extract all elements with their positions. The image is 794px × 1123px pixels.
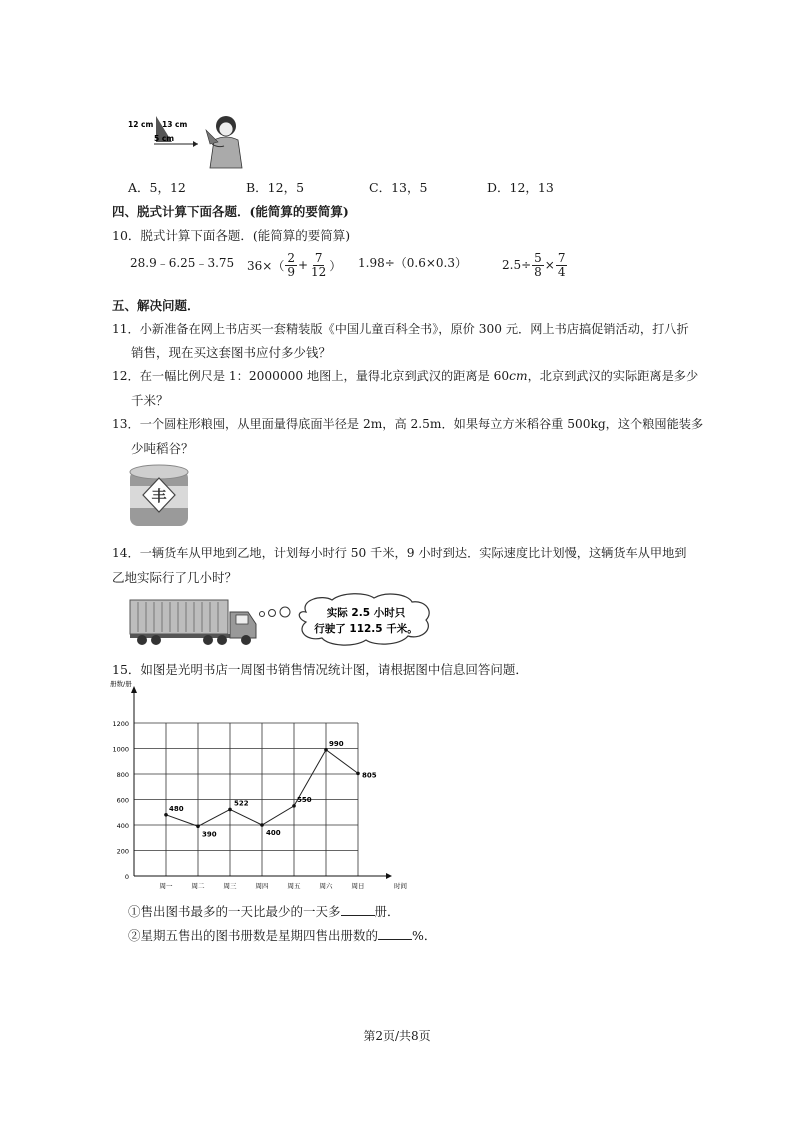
expr2-fraction-2: [309, 252, 328, 278]
q10-expr1: 28.9﹣6.25﹣3.75: [130, 256, 235, 270]
q9-option-d: D．12，13: [487, 180, 554, 195]
data-label: 522: [234, 799, 249, 808]
data-point: [356, 772, 360, 776]
truck-illustration: [128, 592, 468, 648]
q13-line1: 13．一个圆柱形粮囤，从里面量得底面半径是 2m，高 2.5m．如果每立方米稻谷重 500kg，这个粮囤能装多: [112, 417, 704, 431]
data-label: 990: [329, 739, 344, 748]
bubble-line2: 行驶了 112.5 千米。: [314, 623, 418, 635]
data-point: [292, 804, 296, 808]
x-tick-label: 周三: [223, 882, 237, 890]
answer-blank-2[interactable]: [378, 928, 412, 940]
y-axis-arrow: [131, 686, 137, 693]
section4-heading: 四、脱式计算下面各题．(能简算的要简算): [112, 204, 349, 219]
q15-sub1: [128, 902, 400, 920]
chart-series: [164, 740, 377, 839]
y-tick-label: 200: [116, 847, 129, 856]
x-tick-label: 周五: [287, 882, 301, 890]
q14-line1: 14．一辆货车从甲地到乙地，计划每小时行 50 千米，9 小时到达．实际速度比计划慢，这辆货车从甲地到: [112, 546, 687, 560]
fraction-denominator: 4: [557, 264, 566, 279]
barrel-char: 丰: [151, 487, 167, 505]
q12-unit: cm: [509, 369, 528, 383]
q11-line1: 11．小新准备在网上书店买一套精装版《中国儿童百科全书》，原价 300 元．网上书店搞促销活动，打八折: [112, 322, 689, 336]
answer-blank-1[interactable]: [341, 904, 375, 916]
x-tick-label: 周日: [351, 882, 365, 890]
x-tick-label: 周四: [255, 882, 269, 890]
data-label: 550: [297, 795, 312, 804]
x-tick-label: 周一: [159, 882, 173, 890]
x-axis-title: 时间: [394, 882, 407, 890]
fraction-denominator: 8: [534, 264, 542, 279]
chart-axes: [110, 679, 408, 890]
x-axis-arrow: [386, 873, 392, 879]
expr4-fraction-2: [556, 252, 568, 278]
data-label: 390: [202, 830, 217, 839]
expr2-fraction-1: [285, 252, 297, 278]
q9-figure: [128, 110, 258, 170]
fraction-numerator: 5: [534, 251, 542, 265]
bubble-line1: 实际 2.5 小时只: [326, 607, 406, 619]
fraction-numerator: 2: [287, 251, 295, 265]
data-label: 480: [169, 804, 184, 813]
sales-chart: [108, 676, 428, 894]
y-tick-label: 800: [116, 771, 129, 779]
expr4-operator: ×: [544, 258, 555, 273]
q13-line2: 少吨稻谷？: [131, 441, 194, 456]
fraction-denominator: 12: [311, 264, 327, 279]
expr2-operator: +: [297, 258, 309, 273]
x-tick-label: 周六: [319, 882, 333, 890]
q9-option-b: B．12，5: [246, 180, 305, 195]
fraction-numerator: 7: [314, 251, 323, 265]
fraction-denominator: 9: [287, 264, 295, 279]
data-point: [228, 808, 232, 812]
q14-line2: 乙地实际行了几小时？: [112, 570, 238, 585]
section5-heading: 五、解决问题．: [112, 298, 200, 313]
y-axis-title: 册数/册: [110, 680, 132, 688]
thought-bubble: [299, 594, 429, 645]
y-tick-label: 0: [124, 873, 129, 881]
q15-stem: 15．如图是光明书店一周图书销售情况统计图，请根据图中信息回答问题．: [112, 662, 528, 677]
q10-expr4: [502, 252, 568, 278]
data-point: [196, 824, 200, 828]
data-point: [324, 748, 328, 752]
q10-stem: 10．脱式计算下面各题．(能简算的要简算): [112, 228, 351, 243]
q10-expr3: 1.98÷（0.6×0.3）: [358, 256, 467, 270]
q15-sub2: [128, 926, 436, 944]
x-tick-label: 周二: [191, 882, 205, 890]
triangle-diagram: [128, 110, 258, 170]
barrel-illustration: [128, 462, 190, 532]
data-label: 400: [266, 829, 281, 837]
y-tick-label: 1200: [112, 720, 129, 728]
page-footer: 第2页/共8页: [363, 1029, 431, 1043]
y-tick-label: 600: [116, 796, 129, 805]
q15-sub2-text: ②星期五售出的图书册数是星期四售出册数的: [128, 928, 379, 943]
q9-option-c: C．13，5: [369, 180, 428, 195]
q15-sub2-unit: %．: [412, 928, 437, 943]
expr4-prefix: 2.5÷: [502, 258, 532, 273]
q11-line2: 销售，现在买这套图书应付多少钱？: [131, 345, 332, 360]
expr2-prefix: 36×（: [247, 258, 285, 273]
q12-text-pre: 12．在一幅比例尺是 1：2000000 地图上，量得北京到武汉的距离是 60: [112, 369, 510, 383]
q9-option-a: A．5，12: [128, 180, 186, 195]
expr4-fraction-1: [532, 252, 544, 278]
truck-icon: [130, 600, 256, 645]
y-tick-label: 400: [116, 822, 129, 830]
q12-text-post: ，北京到武汉的实际距离是多少: [527, 369, 699, 383]
data-label: 805: [362, 771, 377, 780]
q12-line2: 千米？: [131, 393, 169, 408]
data-point: [260, 823, 264, 827]
girl-illustration: [206, 116, 242, 168]
y-tick-label: 1000: [112, 745, 129, 754]
truck-with-thought-bubble: [128, 592, 468, 648]
q15-sub1-unit: 册．: [374, 904, 400, 919]
expr2-suffix: ）: [329, 258, 342, 273]
label-12cm: 12 cm: [128, 120, 154, 129]
q15-sub1-text: ①售出图书最多的一天比最少的一天多: [128, 904, 341, 919]
fraction-numerator: 7: [557, 251, 566, 265]
data-point: [164, 813, 168, 817]
q12-line1: [112, 367, 698, 384]
label-13cm: 13 cm: [162, 120, 188, 129]
q10-expr2: [247, 252, 341, 278]
line-chart: [108, 676, 428, 894]
granary-barrel-icon: [128, 462, 190, 532]
label-5cm: 5 cm: [154, 134, 175, 143]
